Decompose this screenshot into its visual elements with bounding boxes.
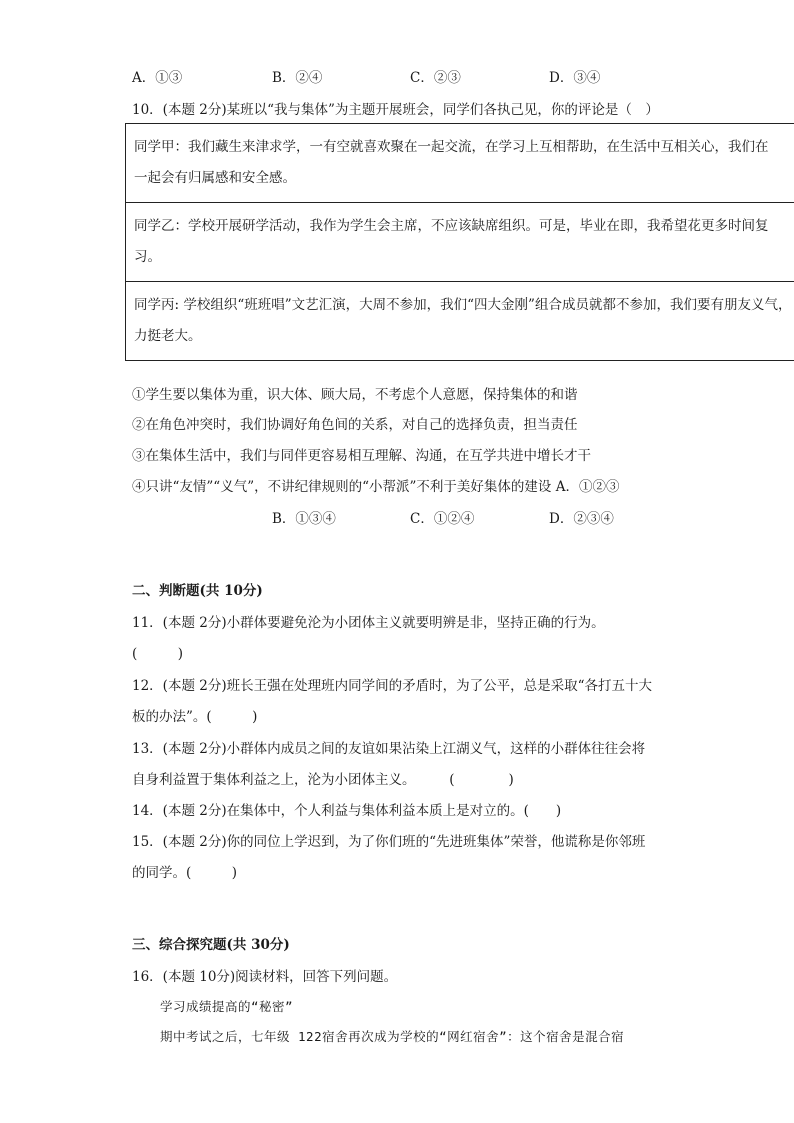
opinion-jia-line-2: 一起会有归属感和安全感。 <box>134 170 296 186</box>
passage-title: 学习成绩提高的“秘密” <box>160 999 294 1014</box>
q16-stem: 16．(本题 10分)阅读材料，回答下列问题。 <box>132 969 398 985</box>
q9-option-b: B．②④ <box>272 70 323 86</box>
q9-option-c: C．②③ <box>410 70 461 86</box>
opinion-yi-line-2: 习。 <box>134 249 161 265</box>
opinion-row-jia <box>126 124 794 203</box>
q12-line-2: 板的办法”。( ) <box>132 709 258 725</box>
q13-line-1: 13．(本题 2分)小群体内成员之间的友谊如果沾染上江湖义气，这样的小群体往往会将 <box>132 741 646 757</box>
section-3-title: 三、综合探究题(共 30分) <box>132 937 290 953</box>
opinion-row-bing <box>126 282 794 361</box>
q10-opinions-table <box>125 123 794 361</box>
passage-line-1: 期中考试之后，七年级 122宿舍再次成为学校的“网红宿舍”：这个宿舍是混合宿 <box>160 1029 625 1044</box>
q10-item-1: ①学生要以集体为重，识大体、顾大局，不考虑个人意愿，保持集体的和谐 <box>132 387 578 403</box>
q10-item-2: ②在角色冲突时，我们协调好角色间的关系，对自己的选择负责，担当责任 <box>132 417 578 433</box>
q11-line-1: 11．(本题 2分)小群体要避免沦为小团体主义就要明辨是非，坚持正确的行为。 <box>132 615 605 631</box>
opinion-bing-line-2: 力挺老大。 <box>134 328 202 344</box>
opinion-yi-line-1: 同学乙：学校开展研学活动，我作为学生会主席，不应该缺席组织。可是，毕业在即，我希望花更多时间复 <box>134 218 769 234</box>
q9-option-d: D．③④ <box>549 70 601 86</box>
q11-line-2: ( ) <box>132 646 184 662</box>
q10-option-b: B．①③④ <box>272 511 336 527</box>
section-2-title: 二、判断题(共 10分) <box>132 583 263 599</box>
q12-line-1: 12．(本题 2分)班长王强在处理班内同学间的矛盾时，为了公平，总是采取“各打五十大 <box>132 678 652 694</box>
q10-item-3: ③在集体生活中，我们与同伴更容易相互理解、沟通，在互学共进中增长才干 <box>132 448 591 464</box>
q9-option-a: A．①③ <box>132 70 183 86</box>
q10-option-d: D．②③④ <box>549 511 614 527</box>
opinion-jia-line-1: 同学甲：我们藏生来津求学，一有空就喜欢聚在一起交流，在学习上互相帮助，在生活中互相关心，我们在 <box>134 139 769 155</box>
q10-item-4: ④只讲“友情”“义气”，不讲纪律规则的“小帮派”不利于美好集体的建设 A．①②③ <box>132 479 620 495</box>
q15-line-1: 15．(本题 2分)你的同位上学迟到，为了你们班的“先进班集体”荣誉，他谎称是你邻班 <box>132 834 646 850</box>
q10-stem: 10．(本题 2分)某班以“我与集体”为主题开展班会，同学们各执己见，你的评论是（ ） <box>132 102 659 118</box>
opinion-row-yi <box>126 203 794 282</box>
q14-line: 14．(本题 2分)在集体中，个人利益与集体利益本质上是对立的。( ) <box>132 803 562 819</box>
opinion-bing-line-1: 同学丙: 学校组织“班班唱”文艺汇演，大周不参加，我们“四大金刚”组合成员就都不参加，我们要有朋友义气， <box>134 297 792 313</box>
q15-line-2: 的同学。( ) <box>132 865 238 881</box>
q10-option-c: C．①②④ <box>410 511 475 527</box>
q13-line-2: 自身利益置于集体利益之上，沦为小团体主义。 ( ) <box>132 772 514 788</box>
